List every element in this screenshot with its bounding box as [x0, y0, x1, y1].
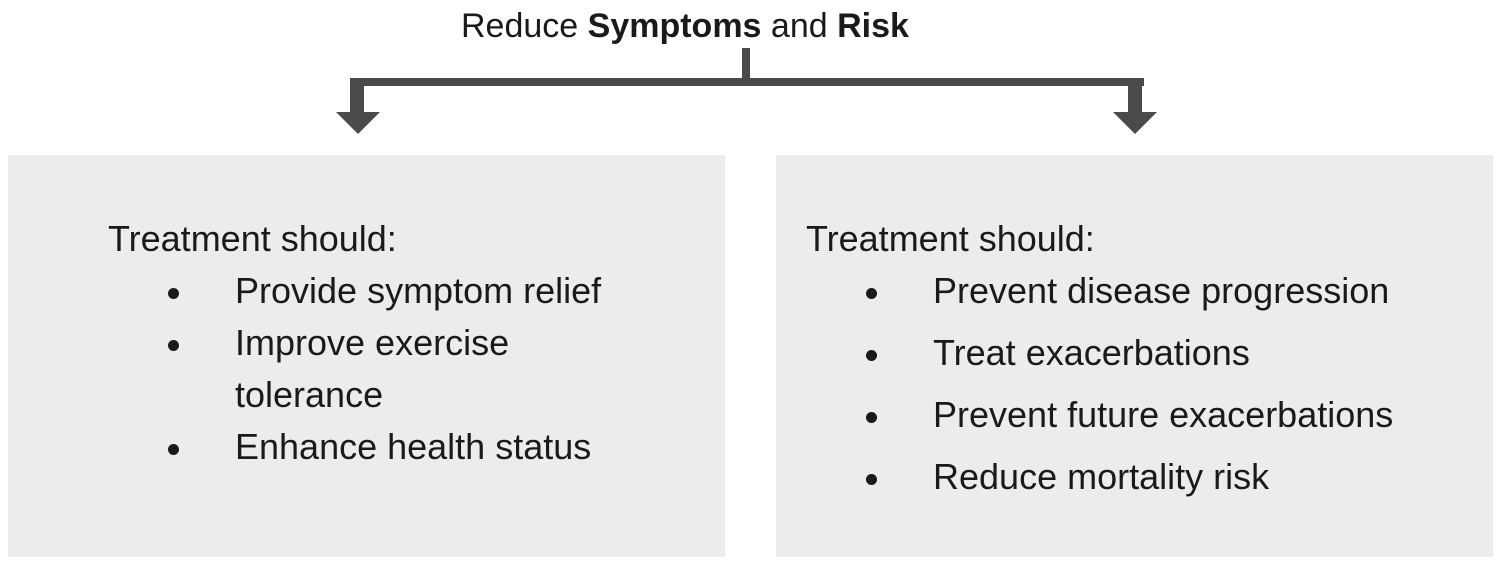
horizontal-bar: [354, 78, 1144, 86]
list-item-text: Enhance health status: [235, 426, 592, 467]
title-emphasis-risk: Risk: [837, 7, 909, 45]
risk-panel-heading: Treatment should:: [806, 218, 1095, 259]
title-middle: and: [761, 7, 838, 45]
list-item: [168, 421, 688, 473]
list-item-text: Treat exacerbations: [933, 332, 1250, 373]
list-item-text: Prevent future exacerbations: [933, 394, 1394, 435]
symptoms-goal-list: [168, 265, 688, 473]
bullet-icon: [866, 412, 877, 423]
right-down-arrow-icon: [1113, 78, 1157, 134]
symptoms-panel: [8, 155, 725, 557]
list-item-text: Reduce mortality risk: [933, 456, 1270, 497]
list-item: [866, 451, 1466, 503]
list-item-text: Provide symptom relief: [235, 270, 602, 311]
list-item-text: Prevent disease progression: [933, 270, 1390, 311]
list-item: [866, 265, 1466, 317]
branch-connector: [0, 0, 1499, 140]
list-item: [168, 265, 688, 317]
list-item: [168, 317, 575, 421]
risk-goal-list: [866, 265, 1466, 513]
bullet-icon: [866, 288, 877, 299]
title-emphasis-symptoms: Symptoms: [587, 7, 762, 45]
risk-panel: [776, 155, 1493, 557]
bullet-icon: [168, 288, 179, 299]
list-item-text: Improve exercise tolerance: [235, 322, 510, 415]
list-item: [866, 327, 1466, 379]
bullet-icon: [168, 444, 179, 455]
bullet-icon: [866, 350, 877, 361]
symptoms-panel-heading: Treatment should:: [108, 218, 397, 259]
bullet-icon: [866, 474, 877, 485]
left-down-arrow-icon: [336, 78, 380, 134]
list-item: [866, 389, 1466, 441]
stem-line: [742, 48, 750, 82]
bullet-icon: [168, 340, 179, 351]
title-prefix: Reduce: [461, 7, 588, 45]
